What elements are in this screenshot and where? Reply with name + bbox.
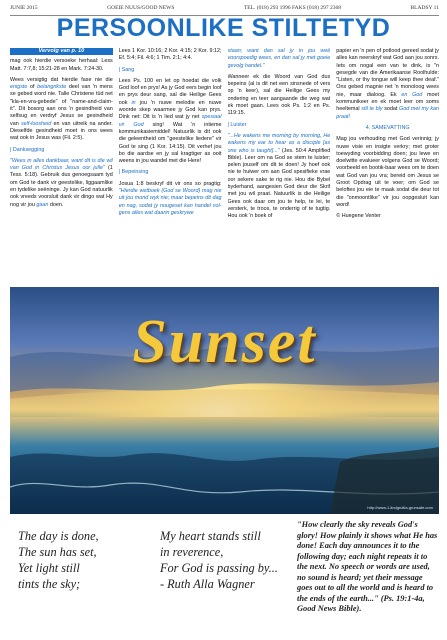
page-title: PERSOONLIKE STILTETYD [56, 14, 391, 42]
sunset-photo [10, 287, 439, 514]
article-column-3 [228, 48, 331, 286]
section-heading-danksegging: | Danksegging [10, 146, 45, 153]
poem-left [18, 528, 138, 592]
paragraph: Lees 1 Kor. 10:16; 2 Kor. 4:15; 2 Kor. 9:12; Ef. 5:4; Fil. 4:6; 1 Tim. 2:1; 4:4. [118, 48, 222, 62]
paragraph: "Wees in alles dankbaar, want dit is die wil van God in Christus Jesus oor julle" (1 Tess. 5:18). Gebruik dus genoegsaam tyd om God te dank vir geestelike, liggaamlike en tydelike seëninge. Jy kan God natuurlik ook vreeds voorsluit dank vir dingo wat Hy nog vir jou gaan doen. [10, 157, 113, 208]
article-column-4 [336, 48, 439, 286]
poem-line: in reverence, [160, 545, 224, 559]
image-watermark: http://www.1-lindgruilla-grunsafe.com [367, 505, 433, 510]
paragraph: papier en 'n pen of potlood gereed sodat jy alles kan neerskryf wat God aan jou sonrs. Iets om nogal een van te dink, is "n gesegde van die Amerikaanse Roolhulde: "Listen, or thy tongue will keep thee deaf." Ons gebed magnie net 'n monoloog wees nie, maar dialoog. Ek en God moet kommunikeer en ek moet leer om soms heeltemal stil te bly sodat God met my kan praat! [336, 48, 439, 120]
paragraph: Lees Ps. 100 en let op hoedat die volk God loof en prys! As jy God eers begin loof en prys deur sang, sal die Heilige Gees ook in jou 'n nuwe melodie en nuwe woorde skep waarmee jy God kan prys. Dink net: Dit is 'n lied wat jy net spesiaal vir God sing! Wat 'n intieme kommunikasiemiddel! Natuurlik is dit ook die geleentheid om "geestelike liedere" vir God te sing (1 Kor. 14:15). Dit verhef jou bo die aardse en jy sal kragtiger as ooit weens in jou wandel met die Here! [118, 77, 222, 165]
poem-line: Yet light still [18, 561, 80, 575]
poem-author: - Ruth Alla Wagner [160, 577, 255, 591]
section-heading-samevatting: 4. SAMEVATTING [365, 124, 410, 131]
paragraph: Mag jou verhouding met God verinnig; jy nuwe visie en insigte verkry; met groter toewyding voorbidding doen; jou lewe en doelwitte evalueer volgens God se Woord; voorbeeld en bootik-baar wees om te doen wat God van jou vra; bereid om Jesus se Groot Opdrag uit te voer; om God se beloftes jou eie te maak sodat die deur tot die "onmoontlike" vir jou oopgesluit kan word! [336, 136, 439, 208]
paragraph: Josua 1:8 beskryf dit vir ons so pragtig: "Hierdie wetboek (God se Woord) mag nie uit jou mond wyk nie; maar bepeins dit dag en nag, sodat jy nougeset kan handel vol-gens alles wat daarin geskrywe [118, 180, 222, 216]
poem-right [160, 528, 295, 592]
poem-line: For God is passing by... [160, 561, 278, 575]
author-credit: © Huegene Venter [336, 213, 381, 220]
article-column-1 [10, 48, 113, 286]
article-column-2 [119, 48, 222, 286]
section-heading-bepeinsing: | Bepeinsing [118, 169, 149, 176]
paragraph: Wanneer ek die Woord van God dus bepeins (al is dit net een sinsnede of vers op 'n keer), sal die Heilige Gees my ondering en teer aangaande die weg wat ek moet gaan. Lees ook Ps. 1:2 en Ps. 119:15. [227, 73, 331, 117]
paragraph: "...He wakens me morning by morning, He wakens my ear to hear as a disciple [as one who is taught]..." (Jes. 50:4 Amplified Bible). Leer om na God se stem te luister; pelen jouself om dit te doen! Jy hoef ook nie te huiwer om aan God spesifieke vrae oor sekere sake te rig nie. Hou die Bybel byderhand, aangesien God deur die Skrif met jou wil praat. Natuurlik is die Heilige Gees ook daar om jou te help, te lei, te versterk, te troos, te onderrig of te tugtig. Hou ook 'n boek of [227, 132, 331, 220]
poem-line: The sun has set, [18, 545, 97, 559]
paragraph: Wees versigtig dat hierdie fase nie die enigste of belangrikste deel van 'n mens se gebed word nie. Talle Christene tūd net "kla-en-vra-gebede" of "name-and-claim-it". Dit bosorg aan ons 'n gesindheid van selfsug en verdryf Jesus se gesindheid van self-loosheid en van uitreik na ander. Dieselfde gesindheid moet in ons wees wat ook in Jesus was (Fil. 2:5). [10, 76, 113, 142]
poem-line: tints the sky; [18, 577, 81, 591]
header-contact: TEL. (018) 293 1996 FAKS (018) 297 2368 [243, 5, 341, 11]
paragraph: staan; want dan sal jy in jou weë voorspoedig wees, en dan sal jy met goeie gevolg handel." [227, 48, 331, 69]
poem-line: The day is done, [18, 529, 99, 543]
header-date: JUNIE 2015 [10, 5, 38, 11]
sunset-lettering: Sunset [132, 308, 317, 376]
paragraph: mag ook hierdie versoeke herhaal: Less Matt. 7:7,8; 15:21-28 en Mark. 7:24-30. [10, 58, 113, 72]
header-publication: GOEIE NUUS/GOOD NEWS [107, 5, 175, 11]
section-heading-luister: | Luister [227, 121, 247, 128]
header-page-number: BLADSY 11 [410, 5, 439, 11]
scripture-quote: "How clearly the sky reveals God's glory! How plainly it shows what He has done! Each day announces it to the following day; each night repeats it to the next. No speech or words are used, no sound is heard; yet their message goes out to all the world and is heard to the ends of the earth..." (Ps. 19:1-4a, Good News Bible). [297, 520, 438, 613]
continued-banner: Vervolg van p. 10 [10, 48, 113, 55]
section-heading-sang: | Sang [118, 66, 135, 73]
poem-line: My heart stands still [160, 529, 261, 543]
article-columns [10, 48, 439, 286]
